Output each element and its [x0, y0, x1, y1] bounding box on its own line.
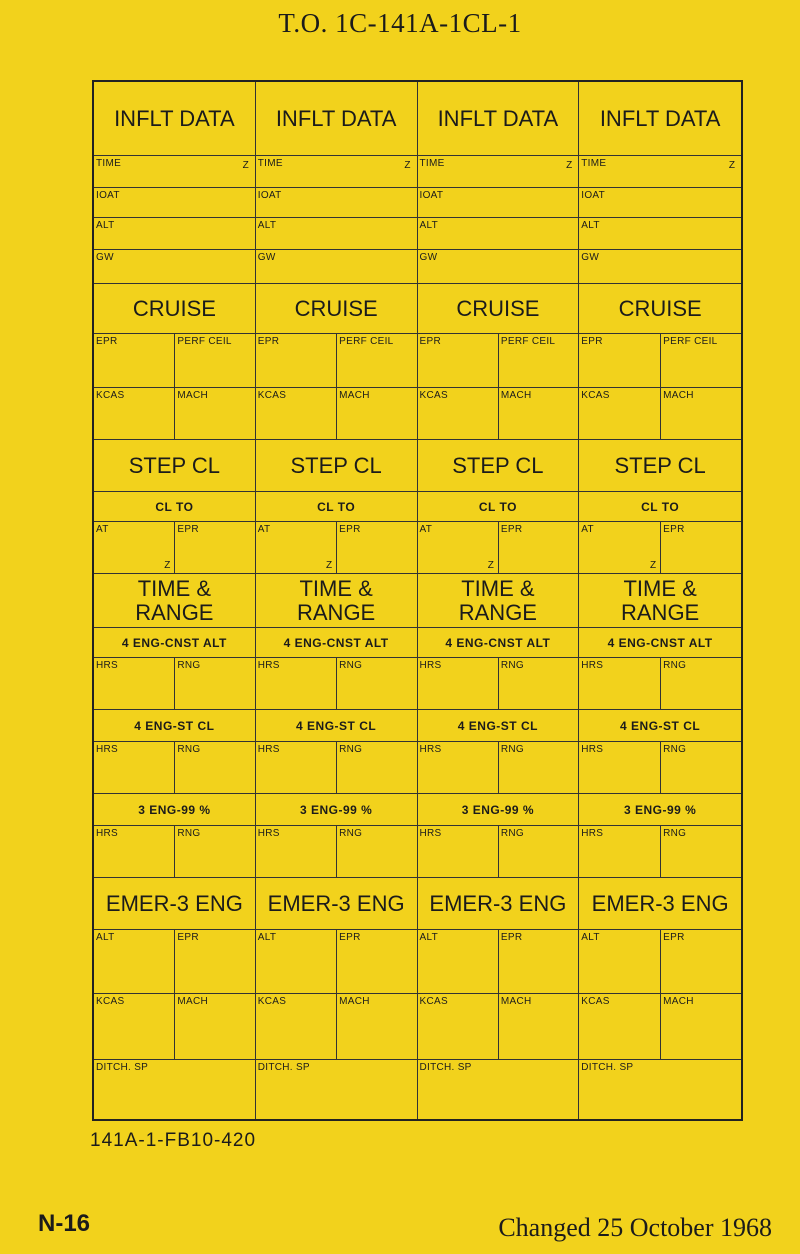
time-range-title [94, 574, 255, 628]
field-label: DITCH. SP [419, 1062, 472, 1073]
field-label: RNG [177, 660, 201, 671]
field-label: ALT [96, 932, 115, 943]
field-label: GW [96, 252, 114, 263]
sub-heading: 3 ENG-99 % [623, 802, 697, 817]
cell-divider [660, 994, 661, 1059]
sub-heading: 4 ENG-ST CL [457, 718, 538, 733]
ioat-field[interactable] [579, 188, 741, 218]
ioat-field[interactable] [256, 188, 417, 218]
cell-divider [336, 658, 337, 709]
hrs-rng-row[interactable] [418, 742, 579, 794]
field-label: MACH [500, 390, 532, 401]
field-label: TIME [581, 158, 607, 169]
field-label: EPR [500, 932, 523, 943]
sub-heading: 3 ENG-99 % [138, 802, 211, 817]
hrs-rng-row[interactable] [256, 742, 417, 794]
section-title: CRUISE [132, 295, 216, 321]
inflt-data-title [579, 82, 741, 156]
field-label: HRS [96, 744, 119, 755]
cell-divider [174, 522, 175, 573]
field-label: ALT [581, 220, 600, 231]
field-label: IOAT [581, 190, 606, 201]
field-label: HRS [96, 828, 119, 839]
field-label: IOAT [96, 190, 120, 201]
cell-divider [498, 994, 499, 1059]
cell-divider [174, 334, 175, 387]
field-label: PERF CEIL [500, 336, 556, 347]
field-label: HRS [257, 828, 280, 839]
cruise-title [579, 284, 741, 334]
cell-divider [498, 522, 499, 573]
field-label: TIME [96, 158, 122, 169]
cl-to-label [256, 492, 417, 522]
sub-heading: 4 ENG-CNST ALT [607, 635, 713, 650]
cell-divider [660, 658, 661, 709]
field-label: TIME [419, 158, 445, 169]
field-label: AT [581, 524, 594, 535]
cell-divider [174, 742, 175, 793]
section-title: EMER-3 ENG [267, 890, 405, 916]
hrs-rng-row[interactable] [256, 658, 417, 710]
field-label: EPR [96, 336, 118, 347]
cl-to-label [579, 492, 741, 522]
section-title: INFLT DATA [114, 105, 235, 131]
gw-field[interactable] [256, 250, 417, 284]
gw-field[interactable] [94, 250, 255, 284]
alt-field[interactable] [94, 218, 255, 250]
hrs-rng-row[interactable] [94, 826, 255, 878]
kcas-mach-row[interactable] [94, 388, 255, 440]
field-label: EPR [581, 336, 603, 347]
field-label: PERF CEIL [339, 336, 394, 347]
zulu-suffix: Z [242, 160, 249, 171]
alt-field[interactable] [579, 218, 741, 250]
step-cl-title [94, 440, 255, 492]
gw-field[interactable] [418, 250, 579, 284]
cell-divider [660, 334, 661, 387]
section-title-line: TIME & [461, 576, 535, 602]
cell-divider [336, 742, 337, 793]
field-label: EPR [663, 932, 685, 943]
field-label: HRS [581, 828, 604, 839]
field-label: RNG [663, 660, 687, 671]
cell-divider [336, 522, 337, 573]
alt-epr-row[interactable] [256, 930, 417, 994]
sub-heading: CL TO [641, 499, 680, 514]
field-label: ALT [419, 220, 438, 231]
zulu-suffix: Z [728, 160, 735, 171]
field-label: AT [257, 524, 271, 535]
data-column-4 [579, 82, 741, 1119]
section-title-line: TIME & [623, 576, 697, 602]
field-label: ALT [581, 932, 600, 943]
emer-3-eng-title [94, 878, 255, 930]
cell-divider [336, 994, 337, 1059]
section-title: INFLT DATA [275, 105, 397, 131]
field-label: ALT [257, 220, 277, 231]
hrs-rng-row[interactable] [418, 658, 579, 710]
field-label: MACH [339, 996, 370, 1007]
field-label: MACH [663, 390, 694, 401]
zulu-suffix: Z [164, 560, 171, 571]
field-label: EPR [339, 524, 361, 535]
field-label: EPR [257, 336, 280, 347]
field-label: MACH [663, 996, 694, 1007]
eng4-st-cl-label [579, 710, 741, 742]
alt-field[interactable] [256, 218, 417, 250]
step-cl-title [579, 440, 741, 492]
cruise-title [94, 284, 255, 334]
ioat-field[interactable] [94, 188, 255, 218]
cell-divider [498, 742, 499, 793]
field-label: KCAS [96, 390, 125, 401]
kcas-mach-row[interactable] [94, 994, 255, 1060]
to-number: T.O. 1C-141A-1CL-1 [278, 8, 522, 38]
epr-perf-ceil-row[interactable] [256, 334, 417, 388]
eng3-99-label [256, 794, 417, 826]
epr-perf-ceil-row[interactable] [418, 334, 579, 388]
zulu-suffix: Z [487, 560, 494, 571]
section-title-line: RANGE [135, 599, 214, 625]
form-code: 141A-1-FB10-420 [90, 1130, 257, 1151]
field-label: PERF CEIL [177, 336, 232, 347]
hrs-rng-row[interactable] [579, 658, 741, 710]
field-label: DITCH. SP [581, 1062, 634, 1073]
field-label: DITCH. SP [96, 1062, 149, 1073]
cell-divider [498, 658, 499, 709]
inflt-data-title [418, 82, 579, 156]
field-label: HRS [257, 744, 280, 755]
hrs-rng-row[interactable] [94, 742, 255, 794]
section-title: STEP CL [290, 452, 382, 478]
eng4-st-cl-label [418, 710, 579, 742]
inflight-data-card [92, 80, 743, 1121]
cell-divider [660, 826, 661, 877]
section-title: EMER-3 ENG [591, 890, 729, 916]
field-label: HRS [257, 660, 280, 671]
step-cl-title [256, 440, 417, 492]
field-label: KCAS [96, 996, 125, 1007]
inflt-data-title [256, 82, 417, 156]
field-label: EPR [177, 524, 199, 535]
section-title-line: RANGE [621, 599, 700, 625]
sub-heading: 3 ENG-99 % [461, 802, 535, 817]
data-column-1 [94, 82, 256, 1119]
section-title: INFLT DATA [437, 105, 559, 131]
kcas-mach-row[interactable] [579, 994, 741, 1060]
field-label: EPR [419, 336, 441, 347]
ioat-field[interactable] [418, 188, 579, 218]
eng4-cnst-alt-label [256, 628, 417, 658]
time-field[interactable] [256, 156, 417, 188]
eng3-99-label [418, 794, 579, 826]
field-label: HRS [419, 660, 442, 671]
time-field[interactable] [579, 156, 741, 188]
section-title: CRUISE [456, 295, 540, 321]
ditch-sp-field[interactable] [418, 1060, 579, 1123]
field-label: EPR [339, 932, 361, 943]
sub-heading: 4 ENG-ST CL [620, 718, 701, 733]
alt-epr-row[interactable] [418, 930, 579, 994]
cell-divider [174, 930, 175, 993]
sub-heading: CL TO [478, 499, 517, 514]
cruise-title [418, 284, 579, 334]
data-column-3 [418, 82, 580, 1119]
field-label: ALT [257, 932, 277, 943]
kcas-mach-row[interactable] [418, 994, 579, 1060]
time-range-title [579, 574, 741, 628]
cl-to-label [418, 492, 579, 522]
emer-3-eng-title [579, 878, 741, 930]
cell-divider [336, 930, 337, 993]
field-label: MACH [177, 390, 209, 401]
eng4-cnst-alt-label [418, 628, 579, 658]
section-title: INFLT DATA [599, 105, 721, 131]
field-label: EPR [177, 932, 199, 943]
sub-heading: 4 ENG-ST CL [296, 718, 377, 733]
page-number: N-16 [38, 1210, 91, 1237]
section-title: STEP CL [452, 452, 544, 478]
section-title-line: TIME & [137, 576, 212, 602]
field-label: HRS [419, 828, 442, 839]
field-label: EPR [500, 524, 523, 535]
sub-heading: 4 ENG-CNST ALT [121, 635, 227, 650]
cell-divider [660, 930, 661, 993]
field-label: MACH [177, 996, 209, 1007]
sub-heading: 3 ENG-99 % [299, 802, 373, 817]
field-label: RNG [177, 744, 201, 755]
field-label: HRS [96, 660, 119, 671]
cell-divider [174, 658, 175, 709]
eng3-99-label [94, 794, 255, 826]
field-label: RNG [663, 828, 687, 839]
epr-perf-ceil-row[interactable] [579, 334, 741, 388]
changed-date: Changed 25 October 1968 [498, 1213, 772, 1242]
field-label: RNG [500, 828, 524, 839]
hrs-rng-row[interactable] [256, 826, 417, 878]
cell-divider [336, 388, 337, 439]
cell-divider [660, 742, 661, 793]
data-column-2 [256, 82, 418, 1119]
field-label: ALT [419, 932, 438, 943]
emer-3-eng-title [418, 878, 579, 930]
zulu-suffix: Z [566, 160, 573, 171]
sub-heading: 4 ENG-ST CL [134, 718, 215, 733]
eng4-st-cl-label [256, 710, 417, 742]
cell-divider [498, 930, 499, 993]
field-label: GW [257, 252, 276, 263]
at-epr-row[interactable] [256, 522, 417, 574]
cell-divider [498, 826, 499, 877]
section-title: EMER-3 ENG [429, 890, 567, 916]
field-label: ALT [96, 220, 115, 231]
emer-3-eng-title [256, 878, 417, 930]
field-label: KCAS [581, 996, 610, 1007]
cell-divider [174, 388, 175, 439]
field-label: EPR [663, 524, 685, 535]
field-label: IOAT [419, 190, 444, 201]
ditch-sp-field[interactable] [256, 1060, 417, 1123]
field-label: RNG [177, 828, 201, 839]
field-label: HRS [419, 744, 442, 755]
section-title: STEP CL [614, 452, 706, 478]
kcas-mach-row[interactable] [256, 388, 417, 440]
zulu-suffix: Z [650, 560, 657, 571]
cruise-title [256, 284, 417, 334]
field-label: GW [419, 252, 438, 263]
at-epr-row[interactable] [94, 522, 255, 574]
section-title: EMER-3 ENG [105, 890, 243, 916]
hrs-rng-row[interactable] [579, 826, 741, 878]
section-title-line: RANGE [458, 599, 537, 625]
field-label: TIME [257, 158, 283, 169]
sub-heading: CL TO [155, 499, 194, 514]
cell-divider [498, 388, 499, 439]
field-label: HRS [581, 660, 604, 671]
field-label: RNG [339, 828, 363, 839]
kcas-mach-row[interactable] [256, 994, 417, 1060]
at-epr-row[interactable] [418, 522, 579, 574]
field-label: AT [419, 524, 433, 535]
section-title: STEP CL [128, 452, 221, 478]
ditch-sp-field[interactable] [94, 1060, 255, 1123]
hrs-rng-row[interactable] [94, 658, 255, 710]
eng4-cnst-alt-label [94, 628, 255, 658]
cell-divider [174, 826, 175, 877]
field-label: DITCH. SP [257, 1062, 310, 1073]
eng4-st-cl-label [94, 710, 255, 742]
sub-heading: 4 ENG-CNST ALT [283, 635, 389, 650]
at-epr-row[interactable] [579, 522, 741, 574]
sub-heading: CL TO [317, 499, 356, 514]
field-label: MACH [500, 996, 532, 1007]
time-field[interactable] [94, 156, 255, 188]
step-cl-title [418, 440, 579, 492]
cell-divider [174, 994, 175, 1059]
field-label: HRS [581, 744, 604, 755]
zulu-suffix: Z [326, 560, 333, 571]
gw-field[interactable] [579, 250, 741, 284]
alt-epr-row[interactable] [579, 930, 741, 994]
time-range-title [418, 574, 579, 628]
epr-perf-ceil-row[interactable] [94, 334, 255, 388]
field-label: RNG [500, 744, 524, 755]
field-label: GW [581, 252, 600, 263]
cell-divider [336, 826, 337, 877]
time-range-title [256, 574, 417, 628]
cell-divider [498, 334, 499, 387]
field-label: PERF CEIL [663, 336, 718, 347]
inflt-data-title [94, 82, 255, 156]
field-label: KCAS [419, 996, 448, 1007]
alt-epr-row[interactable] [94, 930, 255, 994]
kcas-mach-row[interactable] [418, 388, 579, 440]
cell-divider [660, 522, 661, 573]
field-label: AT [96, 524, 109, 535]
kcas-mach-row[interactable] [579, 388, 741, 440]
field-label: KCAS [257, 996, 287, 1007]
field-label: MACH [339, 390, 370, 401]
field-label: KCAS [419, 390, 448, 401]
field-label: RNG [663, 744, 687, 755]
zulu-suffix: Z [404, 160, 411, 171]
field-label: KCAS [581, 390, 610, 401]
field-label: RNG [339, 744, 363, 755]
field-label: RNG [500, 660, 524, 671]
time-field[interactable] [418, 156, 579, 188]
ditch-sp-field[interactable] [579, 1060, 741, 1123]
cell-divider [660, 388, 661, 439]
hrs-rng-row[interactable] [418, 826, 579, 878]
field-label: IOAT [257, 190, 282, 201]
hrs-rng-row[interactable] [579, 742, 741, 794]
sub-heading: 4 ENG-CNST ALT [445, 635, 551, 650]
section-title-line: RANGE [297, 599, 376, 625]
eng4-cnst-alt-label [579, 628, 741, 658]
alt-field[interactable] [418, 218, 579, 250]
section-title: CRUISE [294, 295, 378, 321]
cl-to-label [94, 492, 255, 522]
field-label: KCAS [257, 390, 287, 401]
section-title-line: TIME & [299, 576, 373, 602]
section-title: CRUISE [618, 295, 702, 321]
cell-divider [336, 334, 337, 387]
eng3-99-label [579, 794, 741, 826]
field-label: RNG [339, 660, 363, 671]
